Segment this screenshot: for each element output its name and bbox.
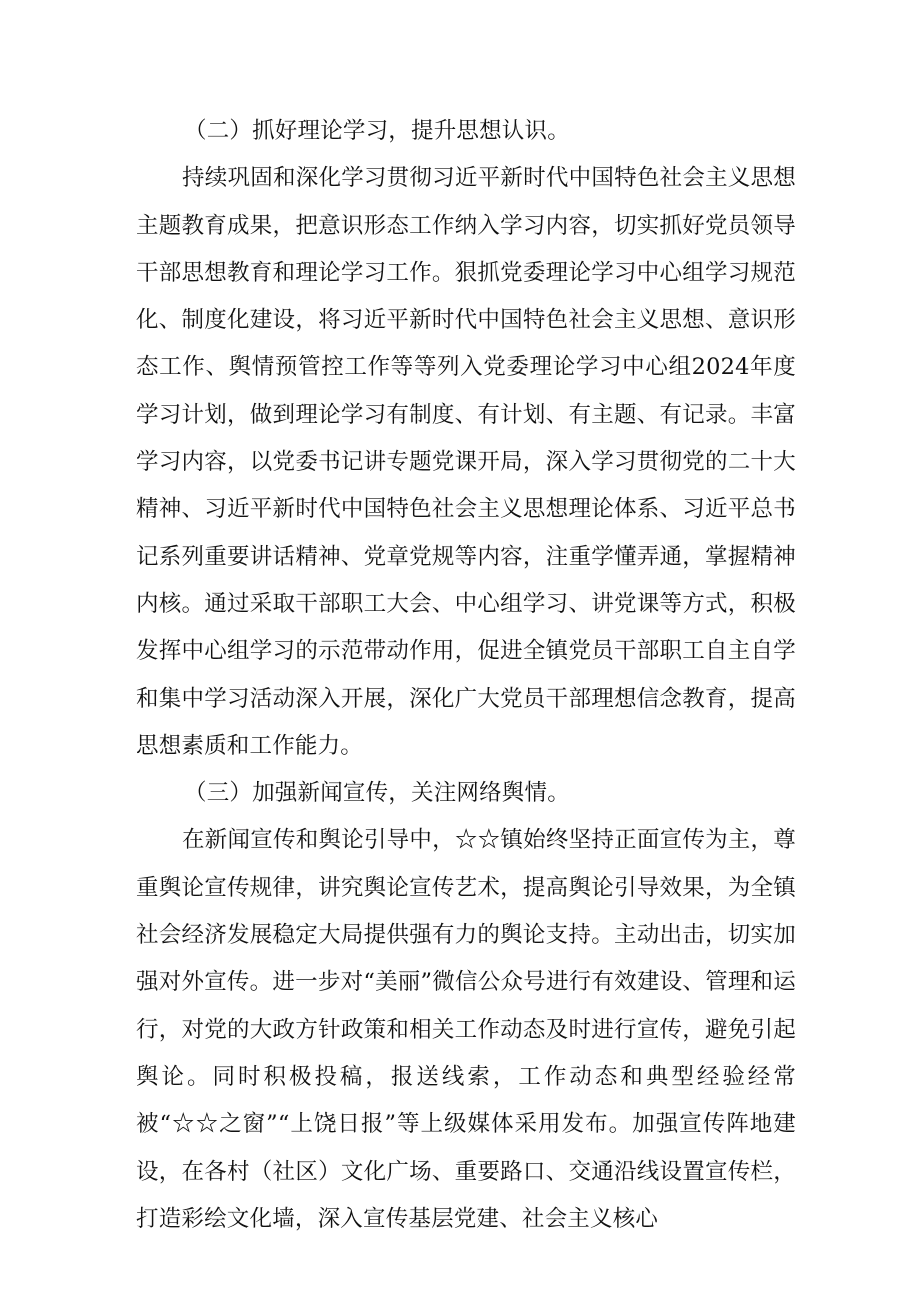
paragraph-theory-study: 持续巩固和深化学习贯彻习近平新时代中国特色社会主义思想主题教育成果，把意识形态工作纳入学习内容，切实抓好党员领导干部思想教育和理论学习工作。狠抓党委理论学习中心组学习规范化、制度化建设，将习近平新时代中国特色社会主义思想、意识形态工作、舆情预管控工作等等列入党委理论学习中心组2024年度学习计划，做到理论学习有制度、有计划、有主题、有记录。丰富学习内容，以党委书记讲专题党课开局，深入学习贯彻党的二十大精神、习近平新时代中国特色社会主义思想理论体系、习近平总书记系列重要讲话精神、党章党规等内容，注重学懂弄通，掌握精神内核。通过采取干部职工大会、中心组学习、讲党课等方式，积极发挥中心组学习的示范带动作用，促进全镇党员干部职工自主自学和集中学习活动深入开展，深化广大党员干部理想信念教育，提高思想素质和工作能力。: [136, 165, 796, 759]
section-heading-theory-study: （二）抓好理论学习，提升思想认识。: [184, 118, 570, 144]
section-heading-news-publicity: （三）加强新闻宣传，关注网络舆情。: [184, 780, 570, 807]
paragraph-news-publicity: 在新闻宣传和舆论引导中，☆☆镇始终坚持正面宣传为主，尊重舆论宣传规律，讲究舆论宣传艺术，提高舆论引导效果，为全镇社会经济发展稳定大局提供强有力的舆论支持。主动出击，切实加强对外宣传。进一步对“美丽”微信公众号进行有效建设、管理和运行，对党的大政方针政策和相关工作动态及时进行宣传，避免引起舆论。同时积极投稿，报送线索，工作动态和典型经验经常被“☆☆之窗”“上饶日报”等上级媒体采用发布。加强宣传阵地建设，在各村（社区）文化广场、重要路口、交通沿线设置宣传栏，打造彩绘文化墙，深入宣传基层党建、社会主义核心: [136, 827, 796, 1232]
document-body: [136, 108, 796, 1243]
